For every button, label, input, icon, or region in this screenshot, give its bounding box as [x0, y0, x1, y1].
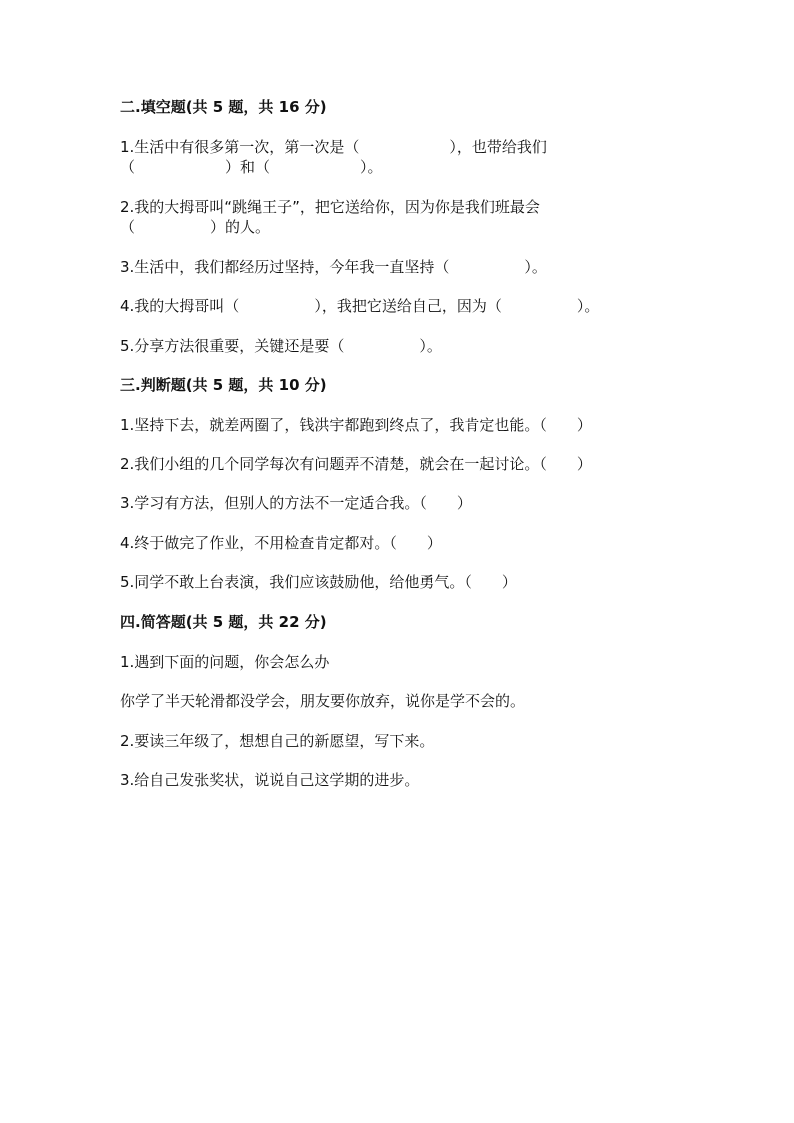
question-judge-5: 5.同学不敢上台表演，我们应该鼓励他，给他勇气。（ ） [120, 573, 517, 591]
question-judge-3: 3.学习有方法，但别人的方法不一定适合我。（ ） [120, 494, 472, 512]
question-fill-4: 4.我的大拇哥叫（ ），我把它送给自己，因为（ ）。 [120, 297, 600, 315]
question-short-2: 2.要读三年级了，想想自己的新愿望，写下来。 [120, 732, 435, 750]
question-judge-2: 2.我们小组的几个同学每次有问题弄不清楚，就会在一起讨论。（ ） [120, 455, 592, 473]
question-fill-2-line-1: 2.我的大拇哥叫“跳绳王子”，把它送给你，因为你是我们班最会 [120, 198, 540, 216]
question-judge-4: 4.终于做完了作业，不用检查肯定都对。（ ） [120, 534, 442, 552]
question-judge-1: 1.坚持下去，就差两圈了，钱洪宇都跑到终点了，我肯定也能。（ ） [120, 416, 592, 434]
section-heading-fill-blank: 二.填空题(共 5 题，共 16 分) [120, 98, 327, 116]
question-short-1: 1.遇到下面的问题，你会怎么办 [120, 653, 330, 671]
question-fill-5: 5.分享方法很重要，关键还是要（ ）。 [120, 337, 442, 355]
question-fill-3: 3.生活中，我们都经历过坚持，今年我一直坚持（ ）。 [120, 258, 547, 276]
question-fill-1-line-1: 1.生活中有很多第一次，第一次是（ ），也带给我们 [120, 138, 547, 156]
section-heading-short-answer: 四.简答题(共 5 题，共 22 分) [120, 613, 327, 631]
question-short-3: 3.给自己发张奖状，说说自己这学期的进步。 [120, 771, 420, 789]
question-short-1-scenario: 你学了半天轮滑都没学会，朋友要你放弃，说你是学不会的。 [120, 692, 526, 710]
section-heading-judgement: 三.判断题(共 5 题，共 10 分) [120, 376, 327, 394]
question-fill-2-line-2: （ ）的人。 [120, 218, 271, 236]
question-fill-1-line-2: （ ）和（ ）。 [120, 158, 383, 176]
